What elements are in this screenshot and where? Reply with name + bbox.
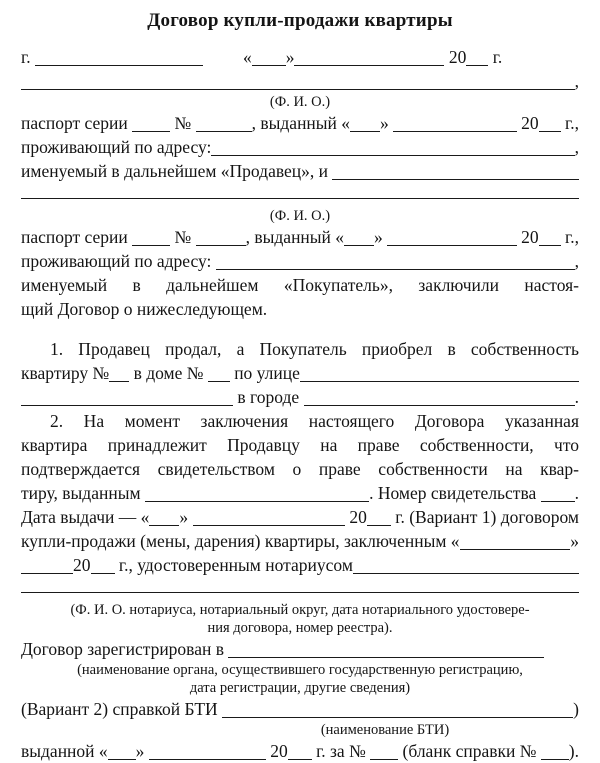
line-text: ,: [574, 137, 579, 157]
line-text: 20: [516, 113, 539, 133]
blank-field: [466, 53, 488, 66]
text-line: подтверждается свидетельством о праве собственности на квар-: [21, 459, 579, 479]
line-text: проживающий по адресу:: [21, 251, 216, 271]
blank-field: [353, 561, 579, 574]
line-text: проживающий по адресу:: [21, 137, 212, 157]
form-line: [21, 481, 579, 505]
blank-field: [216, 257, 575, 270]
blank-field: [387, 233, 517, 246]
blank-field: [208, 369, 230, 382]
form-line: [21, 135, 579, 159]
blank-field: [300, 369, 579, 382]
blank-field: [288, 747, 312, 760]
line-text: именуемый в дальнейшем «Продавец», и: [21, 161, 333, 181]
blank-field: [344, 233, 374, 246]
field-caption: (Ф. И. О.): [269, 94, 331, 110]
line-text: по улице: [229, 363, 300, 383]
line-text: ).: [568, 741, 579, 761]
form-line: [21, 553, 579, 577]
spacer: [203, 62, 243, 63]
blank-field: [541, 747, 569, 760]
line-text: г. за №: [311, 741, 371, 761]
line-text: г. (Вариант 1) договором: [390, 507, 579, 527]
blank-field: [21, 561, 73, 574]
line-text: г., удостоверенным нотариусом: [114, 555, 353, 575]
line-text: ,: [574, 71, 579, 91]
blank-field: [541, 489, 575, 502]
line-text: ,: [574, 251, 579, 271]
line-text: 20: [345, 507, 367, 527]
blank-field: [91, 561, 115, 574]
line-text: 20: [73, 555, 91, 575]
blank-field: [109, 369, 129, 382]
blank-field: [228, 645, 544, 658]
line-text: Дата выдачи — «: [21, 507, 150, 527]
line-text: г.,: [560, 227, 579, 247]
blank-field: [21, 393, 233, 406]
line-text: .: [574, 483, 579, 503]
form-line: [21, 529, 579, 553]
blank-field: [370, 747, 398, 760]
blank-field: [367, 513, 391, 526]
field-caption: (наименование БТИ): [320, 722, 450, 738]
line-text: №: [170, 227, 196, 247]
form-line: [21, 739, 579, 763]
form-line: [21, 637, 579, 661]
line-text: , выданный «: [245, 227, 345, 247]
blank-field: [21, 77, 575, 90]
field-caption: дата регистрации, другие сведения): [189, 680, 411, 696]
form-line: [21, 577, 579, 601]
text-line: именуемый в дальнейшем «Покупатель», заключили настоя-: [21, 275, 579, 295]
line-text: в городе: [233, 387, 304, 407]
form-line: [21, 159, 579, 183]
blank-field: [149, 747, 266, 760]
blank-field: [294, 53, 444, 66]
blank-field: [132, 119, 170, 132]
line-text: в доме №: [129, 363, 208, 383]
blank-field: [539, 119, 561, 132]
blank-field: [393, 119, 517, 132]
blank-field: [222, 705, 573, 718]
blank-field: [193, 513, 345, 526]
line-text: выданной «: [21, 741, 108, 761]
form-line: [21, 111, 579, 135]
text-line: 1. Продавец продал, а Покупатель приобрел в собственность: [50, 339, 579, 359]
blank-field: [332, 167, 579, 180]
blank-field: [145, 489, 369, 502]
form-line: [21, 225, 579, 249]
line-text: (Вариант 2) справкой БТИ: [21, 699, 223, 719]
line-text: квартиру №: [21, 363, 110, 383]
line-text: (бланк справки №: [398, 741, 541, 761]
field-caption: (Ф. И. О.): [269, 208, 331, 224]
line-text: »: [285, 47, 295, 67]
line-text: Договор зарегистрирован в: [21, 639, 229, 659]
line-text: г.: [488, 47, 503, 67]
line-text: 20: [265, 741, 288, 761]
field-caption: ния договора, номер реестра).: [207, 620, 393, 636]
field-caption: (Ф. И. О. нотариуса, нотариальный округ, дата нотариального удостовере-: [70, 602, 530, 618]
line-text: тиру, выданным: [21, 483, 145, 503]
blank-field: [21, 186, 579, 199]
form-line: [21, 249, 579, 273]
line-text: паспорт серии: [21, 227, 133, 247]
blank-field: [211, 143, 574, 156]
line-text: »: [179, 507, 193, 527]
text-line: щий Договор о нижеследующем.: [21, 299, 268, 319]
line-text: г.: [21, 47, 35, 67]
text-line: 2. На момент заключения настоящего Договора указанная: [50, 411, 579, 431]
line-text: «: [242, 47, 252, 67]
blank-field: [460, 537, 571, 550]
line-text: паспорт серии: [21, 113, 133, 133]
document-title: Договор купли-продажи квартиры: [147, 10, 453, 31]
document-body: [21, 45, 579, 763]
line-text: 20: [444, 47, 467, 67]
blank-field: [350, 119, 380, 132]
blank-field: [149, 513, 179, 526]
form-line: [21, 361, 579, 385]
form-line: [21, 183, 579, 207]
line-text: купли-продажи (мены, дарения) квартиры, заключенным «: [21, 531, 460, 551]
blank-field: [21, 580, 579, 593]
form-line: [21, 45, 579, 69]
line-text: ): [573, 699, 579, 719]
field-caption: (наименование органа, осуществившего государственную регистрацию,: [77, 662, 523, 678]
blank-field: [196, 233, 246, 246]
blank-field: [252, 53, 286, 66]
line-text: »: [374, 227, 388, 247]
line-text: г.,: [560, 113, 579, 133]
line-text: .: [574, 387, 579, 407]
blank-field: [539, 233, 561, 246]
line-text: »: [380, 113, 394, 133]
spacer: [544, 654, 579, 655]
blank-field: [35, 53, 203, 66]
line-text: , выданный «: [251, 113, 351, 133]
form-line: [21, 69, 579, 93]
line-text: »: [570, 531, 579, 551]
line-text: 20: [516, 227, 539, 247]
blank-field: [304, 393, 575, 406]
form-line: [21, 505, 579, 529]
text-line: квартира принадлежит Продавцу на праве собственности, что: [21, 435, 579, 455]
line-text: »: [135, 741, 149, 761]
paragraph-gap: [21, 321, 579, 337]
line-text: №: [170, 113, 196, 133]
form-line: [21, 697, 579, 721]
line-text: . Номер свидетельства: [369, 483, 541, 503]
blank-field: [196, 119, 252, 132]
form-line: [21, 385, 579, 409]
blank-field: [132, 233, 170, 246]
blank-field: [108, 747, 136, 760]
